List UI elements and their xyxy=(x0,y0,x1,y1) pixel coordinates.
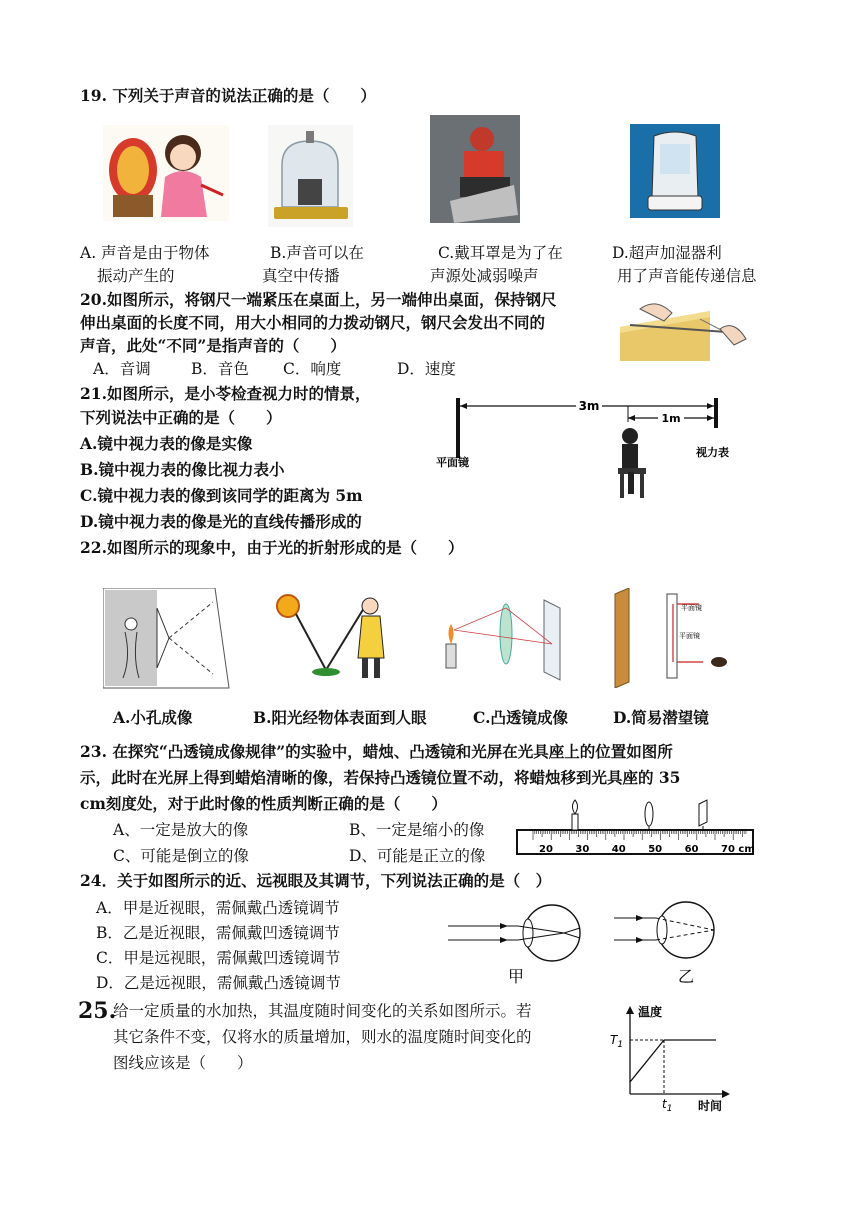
q20-option-d: D．速度 xyxy=(397,360,456,378)
q21-option-c: C.镜中视力表的像到该同学的距离为 5m xyxy=(80,486,363,505)
candle xyxy=(572,800,578,830)
q20-line1: 20.如图所示，将钢尺一端紧压在桌面上，另一端伸出桌面，保持钢尺 xyxy=(80,290,557,309)
q19-option-d-line2: 用了声音能传递信息 xyxy=(617,267,757,285)
bench-tick-label: 30 xyxy=(575,844,590,855)
eye-jia-diagram xyxy=(448,905,580,986)
bell-jar-image xyxy=(268,125,353,227)
q19-option-b-line1: B.声音可以在 xyxy=(270,244,364,262)
q24-option-c: C．甲是远视眼，需佩戴凹透镜调节 xyxy=(96,949,341,967)
periscope-mid-mirror-label: 平面镜 xyxy=(679,632,700,640)
yi-label: 乙 xyxy=(678,967,695,986)
q20-option-c: C．响度 xyxy=(283,360,342,378)
q21-line1: 21.如图所示，是小苓检查视力时的情景， xyxy=(80,384,371,403)
temperature-time-graph xyxy=(608,1002,732,1114)
q20-option-b: B．音色 xyxy=(191,360,249,378)
q22-option-d: D.简易潜望镜 xyxy=(613,708,709,727)
light-screen xyxy=(699,800,707,830)
q22-option-c: C.凸透镜成像 xyxy=(473,708,568,727)
q25-number: 25. xyxy=(78,998,117,1024)
distance-3m-label: 3m xyxy=(578,399,600,413)
eye-chart-label: 视力表 xyxy=(696,446,729,459)
q24-option-a: A．甲是近视眼，需佩戴凸透镜调节 xyxy=(96,899,340,917)
eye-chart xyxy=(714,398,718,428)
q19-option-c-line1: C.戴耳罩是为了在 xyxy=(438,244,563,262)
distance-1m-label: 1m xyxy=(661,412,681,425)
plane-mirror xyxy=(456,398,460,458)
q25-line3: 图线应该是（ ） xyxy=(113,1054,253,1072)
bench-tick-label: 40 xyxy=(611,844,626,855)
q23-option-b: B、一定是缩小的像 xyxy=(349,821,485,839)
q19-stem: 19. 下列关于声音的说法正确的是（ ） xyxy=(80,86,376,105)
q19-option-a-line1: A. 声音是由于物体 xyxy=(80,244,210,262)
convex-lens-image xyxy=(440,588,572,684)
q21-line2: 下列说法中正确的是（ ） xyxy=(80,408,282,427)
time1-label: $t_1$ xyxy=(662,1097,673,1114)
q21-option-a: A.镜中视力表的像是实像 xyxy=(80,434,253,453)
q23-option-c: C、可能是倒立的像 xyxy=(113,847,249,865)
periscope-image xyxy=(607,588,735,688)
x-axis-label: 时间 xyxy=(698,1099,723,1113)
sun-reflection-image xyxy=(270,588,390,684)
q24-stem: 24．关于如图所示的近、远视眼及其调节，下列说法正确的是（ ） xyxy=(80,871,552,890)
q23-line1: 23. 在探究“凸透镜成像规律”的实验中，蜡烛、凸透镜和光屏在光具座上的位置如图所 xyxy=(80,742,673,761)
eye-diagrams xyxy=(444,900,740,990)
q20-line3: 声音，此处“不同”是指声音的（ ） xyxy=(80,336,346,355)
q25-line1: 给一定质量的水加热，其温度随时间变化的关系如图所示。若 xyxy=(113,1002,532,1020)
q20-option-a: A．音调 xyxy=(93,360,151,378)
q19-option-d-line1: D.超声加湿器利 xyxy=(612,244,722,262)
t1-label: $T_1$ xyxy=(610,1033,624,1050)
q23-option-d: D、可能是正立的像 xyxy=(349,847,486,865)
seated-girl-figure xyxy=(618,428,646,498)
steel-ruler-image xyxy=(620,289,750,361)
bench-tick-label: 20 xyxy=(539,844,553,855)
q22-option-b: B.阳光经物体表面到人眼 xyxy=(253,708,427,727)
bench-tick-label: 60 xyxy=(684,844,699,855)
q20-line2: 伸出桌面的长度不同，用大小相同的力拨动钢尺，钢尺会发出不同的 xyxy=(80,313,546,332)
jia-label: 甲 xyxy=(508,967,525,986)
q19-option-a-line2: 振动产生的 xyxy=(97,267,175,285)
q23-option-a: A、一定是放大的像 xyxy=(113,821,249,839)
q23-line3: cm刻度处，对于此时像的性质判断正确的是（ ） xyxy=(80,794,447,813)
q19-option-b-line2: 真空中传播 xyxy=(262,267,340,285)
heating-line xyxy=(630,1040,664,1082)
q25-line2: 其它条件不变，仅将水的质量增加，则水的温度随时间变化的 xyxy=(113,1028,532,1046)
q21-option-b: B.镜中视力表的像比视力表小 xyxy=(80,460,285,479)
q21-option-d: D.镜中视力表的像是光的直线传播形成的 xyxy=(80,512,362,531)
humidifier-image xyxy=(630,124,720,218)
vision-test-diagram xyxy=(430,392,740,510)
q19-option-c-line2: 声源处减弱噪声 xyxy=(430,267,539,285)
mirror-label: 平面镜 xyxy=(436,456,469,469)
optical-bench-diagram xyxy=(515,796,755,862)
y-axis-label: 温度 xyxy=(638,1005,663,1019)
q22-option-a: A.小孔成像 xyxy=(113,708,193,727)
periscope-top-mirror-label: 平面镜 xyxy=(681,604,702,612)
q22-stem: 22.如图所示的现象中，由于光的折射形成的是（ ） xyxy=(80,538,464,557)
q24-option-d: D．乙是远视眼，需佩戴凸透镜调节 xyxy=(96,974,341,992)
drum-girl-image xyxy=(103,125,229,221)
q24-option-b: B．乙是近视眼，需佩戴凹透镜调节 xyxy=(96,924,340,942)
q23-line2: 示，此时在光屏上得到蜡焰清晰的像，若保持凸透镜位置不动，将蜡烛移到光具座的 35 xyxy=(80,768,681,787)
ear-muff-worker-image xyxy=(430,115,520,223)
convex-lens xyxy=(645,802,653,830)
eye-yi-diagram xyxy=(614,902,714,986)
pinhole-image xyxy=(103,588,231,692)
bench-tick-label: 70 cm xyxy=(721,844,755,855)
bench-tick-label: 50 xyxy=(648,844,663,855)
